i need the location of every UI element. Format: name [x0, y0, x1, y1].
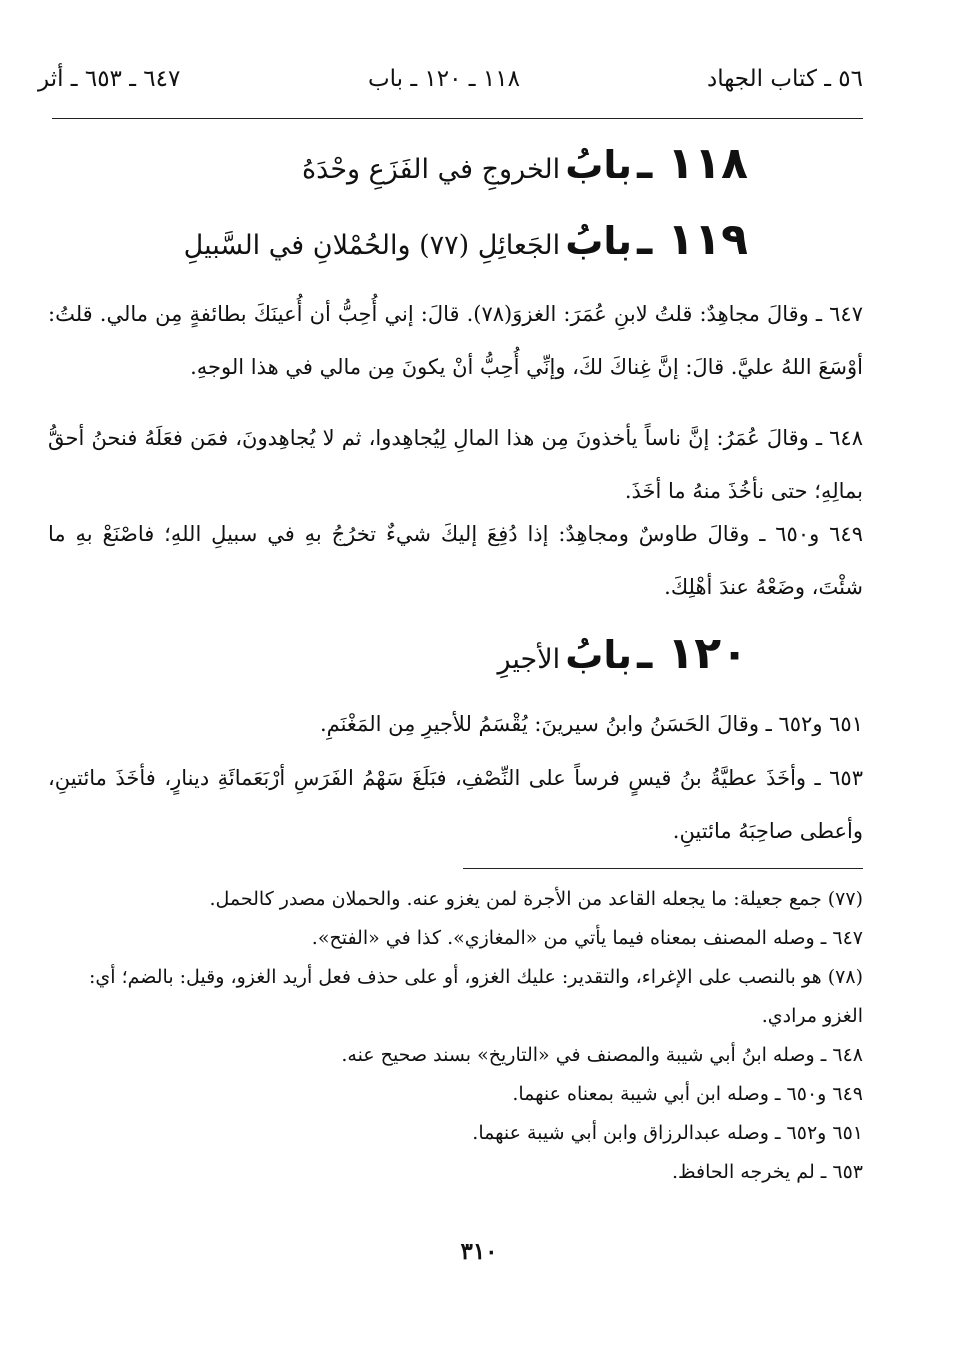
athar-paragraph-648: ٦٤٨ ـ وقالَ عُمَرُ: إنَّ ناساً يأخذونَ مِن هذا المالِ لِيُجاهِدوا، ثم لا يُجاهِدونَ، فمَن فعَلَهُ فنحنُ أحقُّ بمالِهِ؛ حتى نأخُذَ منهُ ما أخَذَ.: [48, 426, 863, 503]
running-header: [38, 64, 863, 104]
footnote: ٦٤٨ ـ وصله ابنُ أبي شيبة والمصنف في «التاريخ» بسند صحيح عنه.: [341, 1044, 863, 1066]
header-book-title: ٥٦ ـ كتاب الجهاد: [706, 66, 863, 92]
chapter-title: الخروجِ في الفَزَعِ وحْدَهُ: [302, 154, 561, 185]
header-chapter-range: ١١٨ ـ ١٢٠ ـ باب: [368, 66, 520, 92]
header-rule: [52, 118, 863, 119]
page-number: ٣١٠: [460, 1238, 498, 1265]
footnote: ٦٥٣ ـ لم يخرجه الحافظ.: [671, 1161, 863, 1183]
chapter-word: بابُ: [565, 219, 632, 263]
chapter-heading-118: [302, 138, 748, 189]
footnote: ٦٥١ و٦٥٢ ـ وصله عبدالرزاق وابن أبي شيبة عنهما.: [472, 1122, 863, 1144]
athar-paragraph-653: ٦٥٣ ـ وأخَذَ عطيَّةُ بنُ قيسٍ فرساً على النِّصْفِ، فبَلَغَ سَهْمُ الفَرَسِ أرْبَعَمائَةِ دينارٍ، فأخَذَ مائتينِ، وأعطى صاحِبَهُ مائتينِ.: [48, 766, 863, 843]
header-athar-range: ٦٤٧ ـ ٦٥٣ ـ أثر: [38, 66, 181, 92]
footnote-rule: [463, 868, 863, 869]
chapter-number: ١١٨ ـ: [637, 138, 748, 189]
chapter-title: الجَعائِلِ (٧٧) والحُمْلانِ في السَّبيلِ: [183, 230, 561, 261]
athar-paragraph-651-652: ٦٥١ و٦٥٢ ـ وقالَ الحَسَنُ وابنُ سيرينَ: يُقْسَمُ للأجيرِ مِن المَغْنَمِ.: [319, 712, 863, 736]
chapter-heading-119: [184, 214, 748, 265]
chapter-title: الأجيرِ: [497, 644, 561, 675]
footnote: ٦٤٩ و٦٥٠ ـ وصله ابن أبي شيبة بمعناه عنهما.: [512, 1083, 863, 1105]
chapter-word: بابُ: [565, 143, 632, 187]
footnote: (٧٨) هو بالنصب على الإغراء، والتقدير: عليك الغزو، أو على حذف فعل أريد الغزو، وقيل: بالضم؛ أي: الغزو مرادي.: [88, 966, 863, 1027]
chapter-word: بابُ: [565, 633, 632, 677]
chapter-number: ١٢٠ ـ: [637, 628, 748, 679]
footnotes: [50, 880, 863, 1192]
footnote: (٧٧) جمع جعيلة: ما يجعله القاعد من الأجرة لمن يغزو عنه. والحملان مصدر كالحمل.: [209, 888, 863, 910]
athar-paragraph-647: ٦٤٧ ـ وقالَ مجاهِدٌ: قلتُ لابنِ عُمَرَ: الغزوَ(٧٨). قالَ: إني أُحِبُّ أن أُعينَكَ بطائفةٍ مِن مالي. قلتُ: أوْسَعَ اللهُ عليَّ. قالَ: إنَّ غِناكَ لكَ، وإنِّي أُحِبُّ أنْ يكونَ مِن مالي في هذا الوجهِ.: [48, 302, 863, 379]
chapter-heading-120: [498, 628, 749, 679]
chapter-number: ١١٩ ـ: [637, 214, 748, 265]
footnote: ٦٤٧ ـ وصله المصنف بمعناه فيما يأتي من «المغازي». كذا في «الفتح».: [311, 927, 863, 949]
athar-paragraph-649-650: ٦٤٩ و٦٥٠ ـ وقالَ طاوسٌ ومجاهِدٌ: إذا دُفِعَ إليكَ شيءٌ تخرُجُ بهِ في سبيلِ اللهِ؛ فاصْنَعْ بهِ ما شئْتَ، وضَعْهُ عندَ أهْلِكَ.: [48, 522, 863, 599]
